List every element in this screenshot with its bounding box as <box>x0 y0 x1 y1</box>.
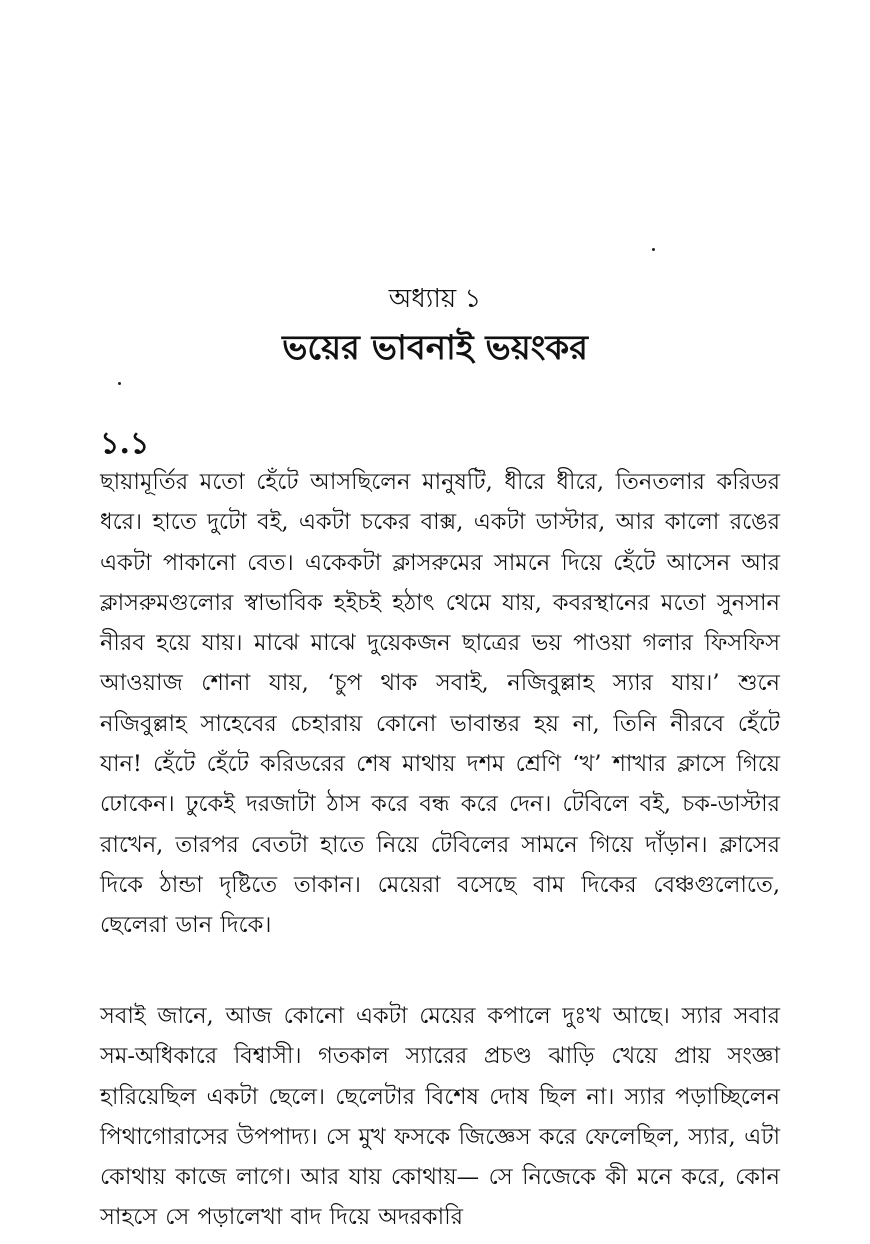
paragraph: ছায়ামূর্তির মতো হেঁটে আসছিলেন মানুষটি, ধীরে ধীরে, তিনতলার করিডর ধরে। হাতে দুটো বই, একটা চকের বাক্স, একটা ডাস্টার, আর কালো রঙের একটা পাকানো বেত। একেকটা ক্লাসরুমের সামনে দিয়ে হেঁটে আসেন আর ক্লাসরুমগুলোর স্বাভাবিক হইচই হঠাৎ থেমে যায়, কবরস্থানের মতো সুনসান নীরব হয়ে যায়। মাঝে মাঝে দুয়েকজন ছাত্রের ভয় পাওয়া গলার ফিসফিস আওয়াজ শোনা যায়, ‘চুপ থাক সবাই, নজিবুল্লাহ স্যার যায়।’ শুনে নজিবুল্লাহ সাহেবের চেহারায় কোনো ভাবান্তর হয় না, তিনি নীরবে হেঁটে যান! হেঁটে হেঁটে করিডরের শেষ মাথায় দশম শ্রেণি ‘খ’ শাখার ক্লাসে গিয়ে ঢোকেন। ঢুকেই দরজাটা ঠাস করে বন্ধ করে দেন। টেবিলে বই, চক-ডাস্টার রাখেন, তারপর বেতটা হাতে নিয়ে টেবিলের সামনে গিয়ে দাঁড়ান। ক্লাসের দিকে ঠান্ডা দৃষ্টিতে তাকান। মেয়েরা বসেছে বাম দিকের বেঞ্চগুলোতে, ছেলেরা ডান দিকে। <box>100 469 780 939</box>
section-number: ১.১ <box>100 426 150 461</box>
chapter-label: অধ্যায় ১ <box>388 284 482 314</box>
paragraph: সবাই জানে, আজ কোনো একটা মেয়ের কপালে দুঃখ আছে। স্যার সবার সম-অধিকারে বিশ্বাসী। গতকাল স্যারের প্রচণ্ড ঝাড়ি খেয়ে প্রায় সংজ্ঞা হারিয়েছিল একটা ছেলে। ছেলেটার বিশেষ দোষ ছিল না। স্যার পড়াচ্ছিলেন পিথাগোরাসের উপপাদ্য। সে মুখ ফসকে জিজ্ঞেস করে ফেলেছিল, স্যার, এটা কোথায় কাজে লাগে। আর যায় কোথায়— সে নিজেকে কী মনে করে, কোন সাহসে সে পড়ালেখা বাদ দিয়ে অদরকারি <box>100 1003 780 1231</box>
print-speck <box>652 248 655 251</box>
chapter-title: ভয়ের ভাবনাই ভয়ংকর <box>282 328 588 368</box>
print-speck <box>118 382 121 385</box>
